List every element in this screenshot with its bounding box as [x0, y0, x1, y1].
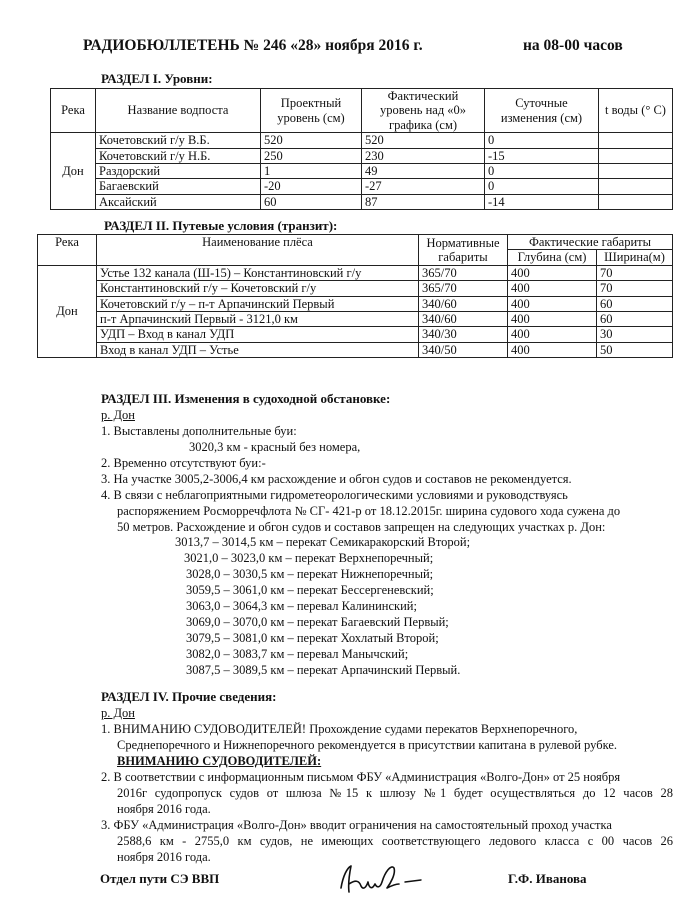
water-temp — [599, 133, 673, 148]
normative-dims: 365/70 — [419, 281, 508, 296]
section1-title: РАЗДЕЛ I. Уровни: — [101, 71, 213, 86]
stretch-name: Устье 132 канала (Ш-15) – Константиновский г/у — [97, 265, 419, 280]
section4-item1-line: Среднепоречного и Нижнепоречного рекомендуется в присутствии капитана в рулевой рубке. — [117, 738, 618, 752]
table-row — [51, 179, 673, 194]
section3-item1: 1. Выставлены дополнительные буи: — [101, 424, 297, 438]
post-name: Кочетовский г/у Н.Б. — [96, 148, 261, 163]
levels-header-row — [51, 89, 673, 133]
section4-item3-line: ноября 2016 года. — [117, 850, 211, 864]
width: 50 — [597, 342, 673, 357]
water-temp — [599, 163, 673, 178]
section3-item4-line: 4. В связи с неблагоприятными гидрометеорологическими условиями и руководствуясь — [101, 488, 568, 502]
depth: 400 — [508, 296, 597, 311]
table-row — [38, 281, 673, 296]
section4-item3-line: 2588,6 км - 2755,0 км судов, не имеющих соответствующего ледового класса с 00 часов 26 — [117, 834, 673, 848]
restricted-range: 3087,5 – 3089,5 км – перекат Арпачинский Первый. — [186, 663, 461, 677]
stretch-name: УДП – Вход в канал УДП — [97, 327, 419, 342]
levels-table — [50, 88, 673, 210]
depth: 400 — [508, 327, 597, 342]
daily-change: -15 — [485, 148, 599, 163]
actual-level: 87 — [362, 194, 485, 209]
signatory-name: Г.Ф. Иванова — [508, 871, 587, 886]
daily-change: 0 — [485, 133, 599, 148]
stretch-name: п-т Арпачинский Первый - 3121,0 км — [97, 311, 419, 326]
width: 70 — [597, 265, 673, 280]
table-row — [38, 311, 673, 326]
section4-item2-line: ноября 2016 года. — [117, 802, 211, 816]
route-header-row — [38, 235, 673, 250]
handwritten-signature — [333, 858, 433, 900]
section3-river: р. Дон — [101, 408, 135, 422]
width: 60 — [597, 296, 673, 311]
post-name: Раздорский — [96, 163, 261, 178]
table-row — [38, 327, 673, 342]
design-level: -20 — [261, 179, 362, 194]
actual-level: 520 — [362, 133, 485, 148]
section3-item1-detail: 3020,3 км - красный без номера, — [189, 440, 361, 454]
col-design-level: Проектный уровень (см) — [261, 89, 362, 133]
width: 70 — [597, 281, 673, 296]
normative-dims: 340/60 — [419, 311, 508, 326]
bulletin-title: РАДИОБЮЛЛЕТЕНЬ № 246 «28» ноября 2016 г. — [83, 37, 423, 54]
post-name: Кочетовский г/у В.Б. — [96, 133, 261, 148]
actual-level: 49 — [362, 163, 485, 178]
col-depth: Глубина (см) — [508, 250, 597, 265]
table-row — [51, 194, 673, 209]
design-level: 1 — [261, 163, 362, 178]
river-cell: Дон — [38, 265, 97, 357]
section4-item1-line: 1. ВНИМАНИЮ СУДОВОДИТЕЛЕЙ! Прохождение судами перекатов Верхнепоречного, — [101, 722, 578, 736]
normative-dims: 340/30 — [419, 327, 508, 342]
col-daily-change: Суточные изменения (см) — [485, 89, 599, 133]
stretch-name: Кочетовский г/у – п-т Арпачинский Первый — [97, 296, 419, 311]
post-name: Багаевский — [96, 179, 261, 194]
actual-level: 230 — [362, 148, 485, 163]
section2-title: РАЗДЕЛ II. Путевые условия (транзит): — [104, 218, 338, 233]
col-width: Ширина(м) — [597, 250, 673, 265]
daily-change: 0 — [485, 163, 599, 178]
table-row — [38, 296, 673, 311]
table-row — [38, 265, 673, 280]
section3-item4-line: распоряжением Росморречфлота № СГ- 421-р от 18.12.2015г. ширина судового хода сужена до — [117, 504, 621, 518]
section3-title: РАЗДЕЛ III. Изменения в судоходной обстановке: — [101, 391, 391, 406]
col-actual-dims: Фактические габариты — [508, 235, 673, 250]
depth: 400 — [508, 342, 597, 357]
depth: 400 — [508, 265, 597, 280]
width: 30 — [597, 327, 673, 342]
restricted-range: 3021,0 – 3023,0 км – перекат Верхнепоречный; — [184, 551, 434, 565]
table-row — [51, 133, 673, 148]
restricted-range: 3063,0 – 3064,3 км – перевал Калининский; — [186, 599, 417, 613]
restricted-range: 3079,5 – 3081,0 км – перекат Хохлатый Второй; — [186, 631, 439, 645]
bulletin-time: на 08-00 часов — [523, 37, 623, 54]
route-conditions-table — [37, 234, 673, 358]
col-actual-level: Фактический уровень над «0» графика (см) — [362, 89, 485, 133]
normative-dims: 340/50 — [419, 342, 508, 357]
design-level: 250 — [261, 148, 362, 163]
section3-item4-line: 50 метров. Расхождение и обгон судов и составов запрещен на следующих участках р. Дон: — [117, 520, 606, 534]
daily-change: -14 — [485, 194, 599, 209]
water-temp — [599, 194, 673, 209]
section4-item3-line: 3. ФБУ «Администрация «Волго-Дон» вводит ограничения на самостоятельный проход участка — [101, 818, 612, 832]
col-stretch-name: Наименование плёса — [97, 235, 419, 266]
department-label: Отдел пути СЭ ВВП — [100, 871, 220, 886]
table-row — [51, 148, 673, 163]
water-temp — [599, 148, 673, 163]
depth: 400 — [508, 281, 597, 296]
water-temp — [599, 179, 673, 194]
restricted-range: 3059,5 – 3061,0 км – перекат Бессергеневский; — [186, 583, 434, 597]
post-name: Аксайский — [96, 194, 261, 209]
col-normative: Нормативные габариты — [419, 235, 508, 266]
restricted-range: 3082,0 – 3083,7 км – перевал Манычский; — [186, 647, 409, 661]
section4-item2-line: 2. В соответствии с информационным письмом ФБУ «Администрация «Волго-Дон» от 25 ноября — [101, 770, 621, 784]
normative-dims: 340/60 — [419, 296, 508, 311]
table-row — [38, 342, 673, 357]
normative-dims: 365/70 — [419, 265, 508, 280]
stretch-name: Вход в канал УДП – Устье — [97, 342, 419, 357]
section4-item2-line: 2016г судопропуск судов от шлюза №15 к шлюзу №1 будет осуществляться до 12 часов 28 — [117, 786, 673, 800]
design-level: 520 — [261, 133, 362, 148]
river-cell: Дон — [51, 133, 96, 210]
daily-change: 0 — [485, 179, 599, 194]
table-row — [51, 163, 673, 178]
section4-river: р. Дон — [101, 706, 135, 720]
section4-title: РАЗДЕЛ IV. Прочие сведения: — [101, 689, 277, 704]
restricted-range: 3013,7 – 3014,5 км – перекат Семикаракорский Второй; — [175, 535, 471, 549]
stretch-name: Константиновский г/у – Кочетовский г/у — [97, 281, 419, 296]
actual-level: -27 — [362, 179, 485, 194]
depth: 400 — [508, 311, 597, 326]
col-water-temp: t воды (° С) — [599, 89, 673, 133]
section3-item2: 2. Временно отсутствуют буи:- — [101, 456, 266, 470]
attention-heading: ВНИМАНИЮ СУДОВОДИТЕЛЕЙ: — [117, 754, 322, 768]
width: 60 — [597, 311, 673, 326]
design-level: 60 — [261, 194, 362, 209]
col-river: Река — [38, 235, 97, 266]
restricted-range: 3069,0 – 3070,0 км – перекат Багаевский Первый; — [186, 615, 449, 629]
col-river: Река — [51, 89, 96, 133]
col-post-name: Название водпоста — [96, 89, 261, 133]
section3-item3: 3. На участке 3005,2-3006,4 км расхождение и обгон судов и составов не рекомендуется. — [101, 472, 572, 486]
restricted-range: 3028,0 – 3030,5 км – перекат Нижнепоречный; — [186, 567, 434, 581]
